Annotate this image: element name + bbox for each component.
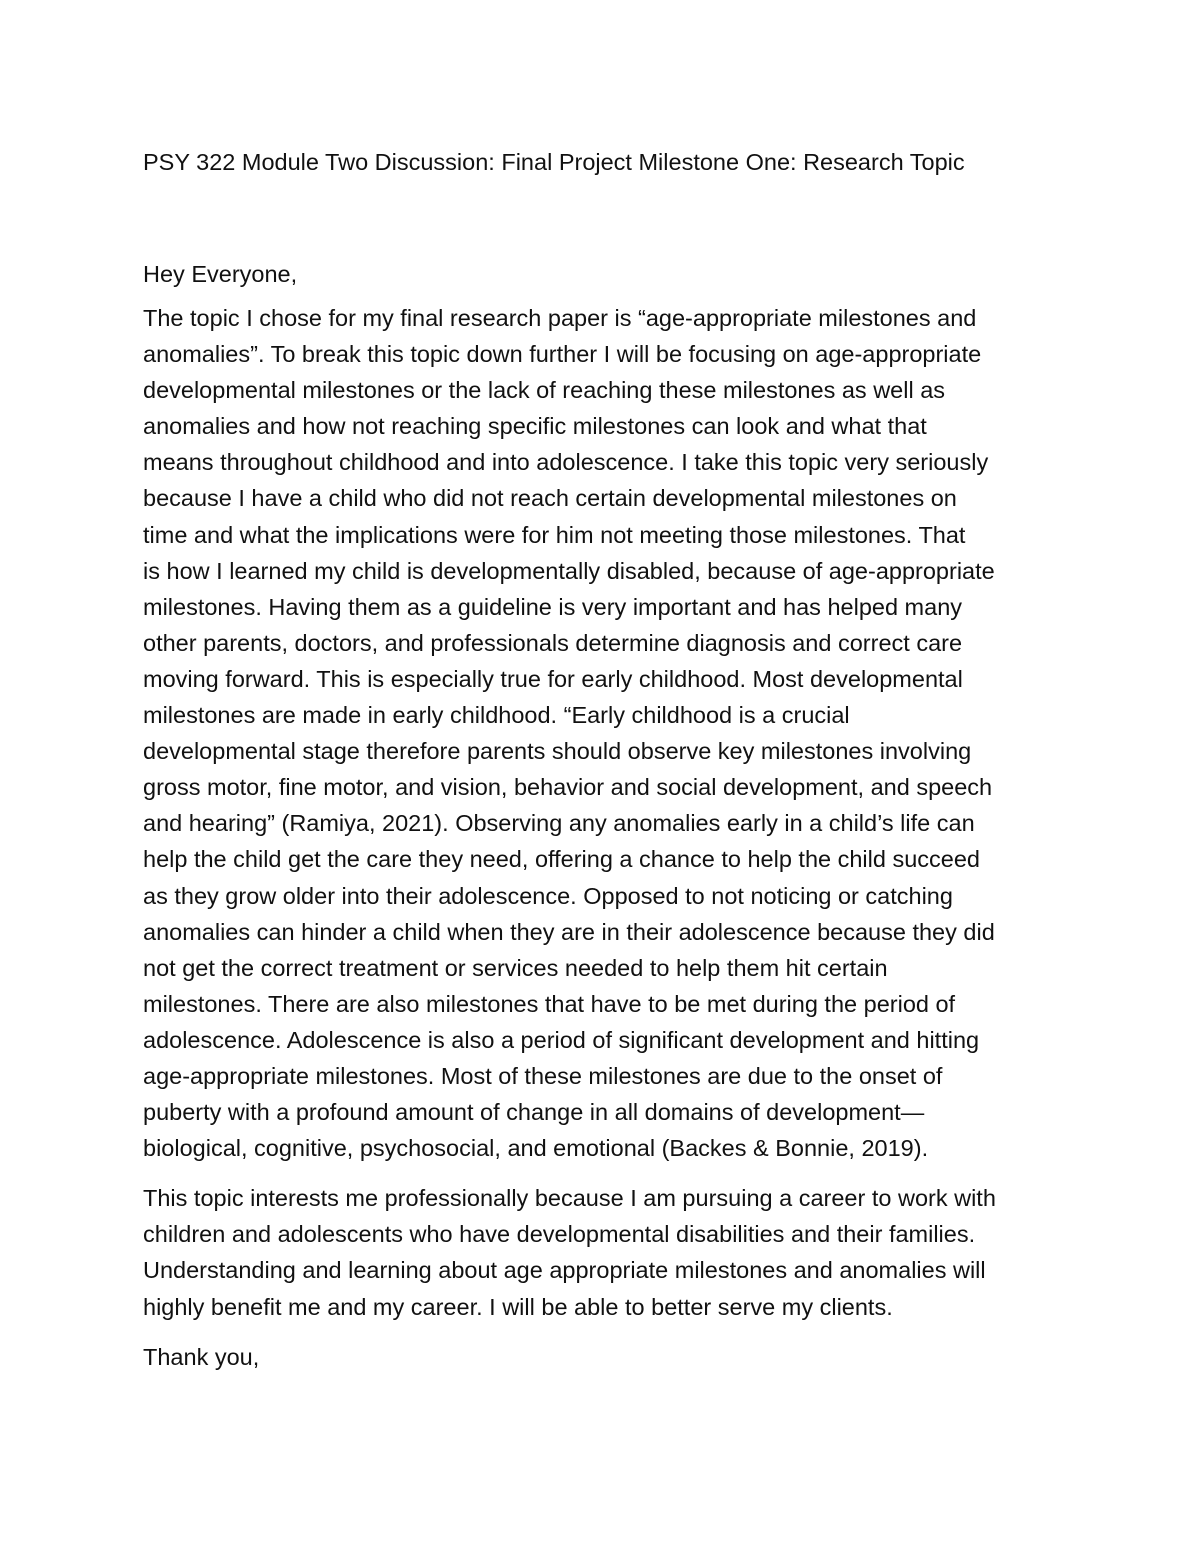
- paragraph-line: This topic interests me professionally because I am pursuing a career to work with: [143, 1185, 996, 1212]
- paragraph-line: help the child get the care they need, offering a chance to help the child succeed: [143, 846, 981, 873]
- paragraph-interest: [143, 1180, 1063, 1324]
- paragraph-line: means throughout childhood and into adolescence. I take this topic very seriously: [143, 449, 989, 476]
- paragraph-line: milestones. Having them as a guideline is very important and has helped many: [143, 593, 963, 620]
- document-body: [143, 146, 1063, 1375]
- paragraph-line: as they grow older into their adolescence. Opposed to not noticing or catching: [143, 882, 953, 909]
- paragraph-topic: [143, 300, 1063, 1166]
- paragraph-line: biological, cognitive, psychosocial, and emotional (Backes & Bonnie, 2019).: [143, 1135, 929, 1162]
- document-title: PSY 322 Module Two Discussion: Final Project Milestone One: Research Topic: [143, 149, 965, 175]
- paragraph-line: time and what the implications were for him not meeting those milestones. That: [143, 521, 966, 548]
- paragraph-line: highly benefit me and my career. I will be able to better serve my clients.: [143, 1293, 893, 1320]
- paragraph-line: milestones are made in early childhood. “Early childhood is a crucial: [143, 702, 850, 729]
- paragraph-line: children and adolescents who have developmental disabilities and their families.: [143, 1221, 976, 1248]
- paragraph-line: and hearing” (Ramiya, 2021). Observing any anomalies early in a child’s life can: [143, 810, 975, 837]
- paragraph-line: adolescence. Adolescence is also a period of significant development and hitting: [143, 1026, 980, 1053]
- paragraph-line: anomalies and how not reaching specific milestones can look and what that: [143, 413, 927, 440]
- paragraph-line: The topic I chose for my final research paper is “age-appropriate milestones and: [143, 305, 977, 331]
- paragraph-line: milestones. There are also milestones that have to be met during the period of: [143, 990, 956, 1017]
- paragraph-line: developmental stage therefore parents should observe key milestones involving: [143, 738, 972, 765]
- greeting: Hey Everyone,: [143, 261, 298, 287]
- paragraph-line: other parents, doctors, and professionals determine diagnosis and correct care: [143, 629, 963, 656]
- paragraph-line: is how I learned my child is developmentally disabled, because of age-appropriate: [143, 557, 995, 584]
- paragraph-line: age-appropriate milestones. Most of these milestones are due to the onset of: [143, 1062, 943, 1089]
- paragraph-line: not get the correct treatment or services needed to help them hit certain: [143, 954, 888, 981]
- paragraph-line: puberty with a profound amount of change in all domains of development—: [143, 1099, 925, 1126]
- paragraph-line: because I have a child who did not reach certain developmental milestones on: [143, 485, 957, 512]
- paragraph-line: developmental milestones or the lack of reaching these milestones as well as: [143, 377, 946, 404]
- paragraph-line: anomalies”. To break this topic down further I will be focusing on age-appropriate: [143, 341, 982, 368]
- paragraph-line: gross motor, fine motor, and vision, behavior and social development, and speech: [143, 774, 993, 801]
- paragraph-line: moving forward. This is especially true for early childhood. Most developmental: [143, 665, 963, 692]
- paragraph-line: Understanding and learning about age appropriate milestones and anomalies will: [143, 1257, 986, 1284]
- paragraph-line: anomalies can hinder a child when they are in their adolescence because they did: [143, 918, 995, 945]
- signoff: Thank you,: [143, 1343, 260, 1370]
